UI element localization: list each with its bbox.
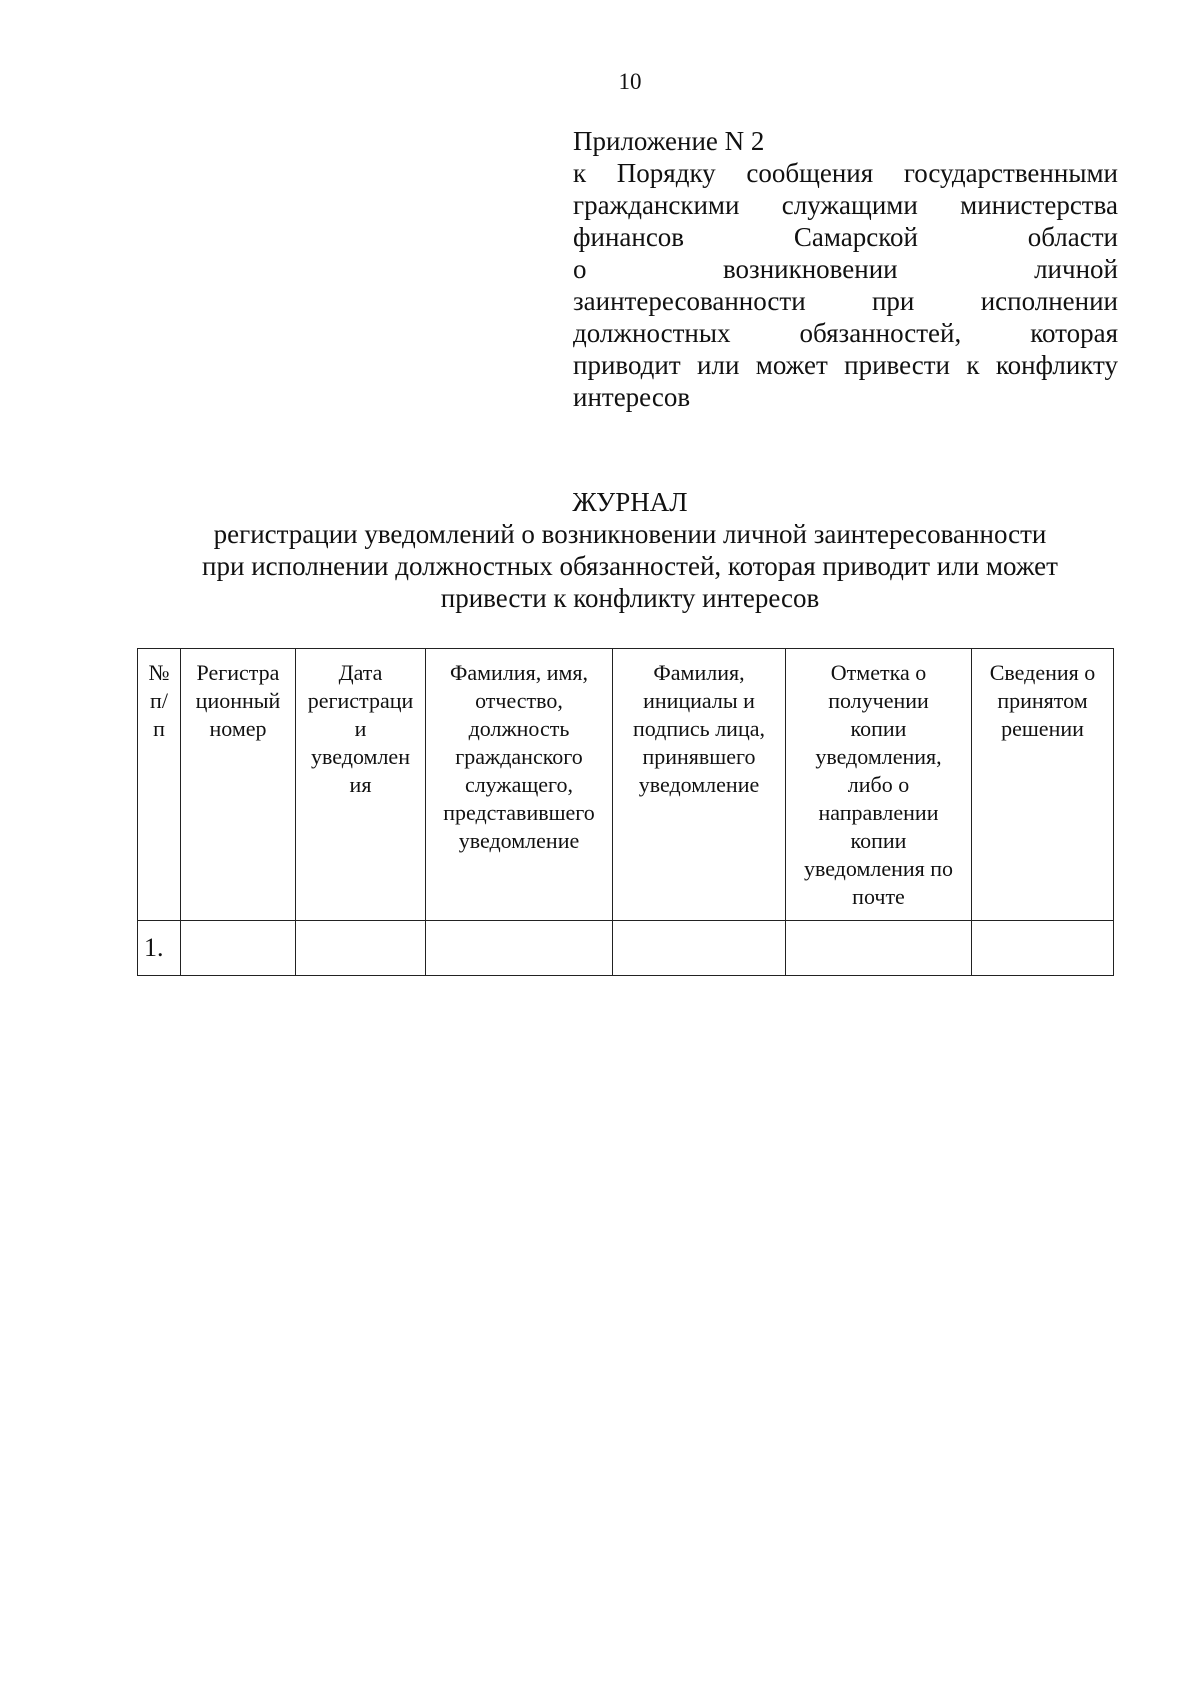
header-line: принятом	[997, 688, 1088, 713]
header-line: регистраци	[307, 688, 414, 713]
appendix-title: Приложение N 2	[573, 126, 765, 156]
header-line: уведомлен	[311, 744, 410, 769]
header-line: Фамилия, имя,	[449, 660, 589, 685]
header-line: гражданского	[455, 744, 583, 769]
header-line: п	[153, 716, 165, 741]
header-line: Отметка о	[830, 660, 927, 685]
table-cell-number: 1.	[138, 921, 181, 976]
table-cell	[296, 921, 426, 976]
journal-subtitle-line: привести к конфликту интересов	[440, 583, 820, 613]
header-line: представившего	[443, 800, 595, 825]
header-line: копии	[850, 828, 907, 853]
header-line: Регистра	[196, 660, 280, 685]
appendix-line: гражданскими служащими министерства	[573, 190, 1118, 220]
header-line: ционный	[195, 688, 281, 713]
header-line: инициалы и	[643, 688, 755, 713]
header-line: номер	[209, 716, 267, 741]
header-decision-info	[972, 649, 1114, 921]
header-line: ия	[349, 772, 372, 797]
appendix-line: заинтересованности при исполнении	[573, 286, 1118, 316]
header-line: принявшего	[642, 744, 756, 769]
header-line: почте	[852, 884, 905, 909]
appendix-line: должностных обязанностей, которая	[573, 318, 1118, 348]
table-cell	[181, 921, 296, 976]
table-cell	[613, 921, 786, 976]
header-line: Дата	[338, 660, 383, 685]
journal-title: ЖУРНАЛ	[572, 487, 688, 517]
header-receiver-info	[613, 649, 786, 921]
page-number: 10	[618, 69, 642, 94]
table-cell	[786, 921, 972, 976]
header-line: и	[354, 716, 367, 741]
header-line: направлении	[818, 800, 939, 825]
header-line: либо о	[847, 772, 910, 797]
journal-table	[137, 648, 1114, 976]
header-line: решении	[1001, 716, 1084, 741]
header-employee-info	[426, 649, 613, 921]
header-line: должность	[468, 716, 570, 741]
table-header-row	[138, 649, 1114, 921]
table-cell	[426, 921, 613, 976]
appendix-line: к Порядку сообщения государственными	[573, 158, 1118, 188]
appendix-line: приводит или может привести к конфликту	[573, 350, 1118, 380]
header-line: уведомления,	[815, 744, 942, 769]
header-line: служащего,	[464, 772, 574, 797]
table-cell	[972, 921, 1114, 976]
appendix-line: интересов	[573, 382, 691, 412]
header-copy-mark	[786, 649, 972, 921]
header-line: подпись лица,	[633, 716, 765, 741]
header-line: получении	[828, 688, 929, 713]
appendix-line: финансов Самарской области	[573, 222, 1118, 252]
header-line: уведомление	[458, 828, 580, 853]
header-line: уведомление	[638, 772, 760, 797]
header-registration-number	[181, 649, 296, 921]
header-line: Сведения о	[989, 660, 1096, 685]
header-line: №	[148, 660, 170, 685]
header-line: копии	[850, 716, 907, 741]
table-row	[138, 921, 1114, 976]
header-line: отчество,	[475, 688, 563, 713]
journal-subtitle-line: при исполнении должностных обязанностей, которая приводит или может	[202, 551, 1058, 581]
header-line: уведомления по	[803, 856, 954, 881]
header-number	[138, 649, 181, 921]
appendix-line: о возникновении личной	[573, 254, 1118, 284]
header-line: п/	[150, 688, 168, 713]
header-registration-date	[296, 649, 426, 921]
journal-subtitle-line: регистрации уведомлений о возникновении личной заинтересованности	[213, 519, 1047, 549]
header-line: Фамилия,	[653, 660, 745, 685]
